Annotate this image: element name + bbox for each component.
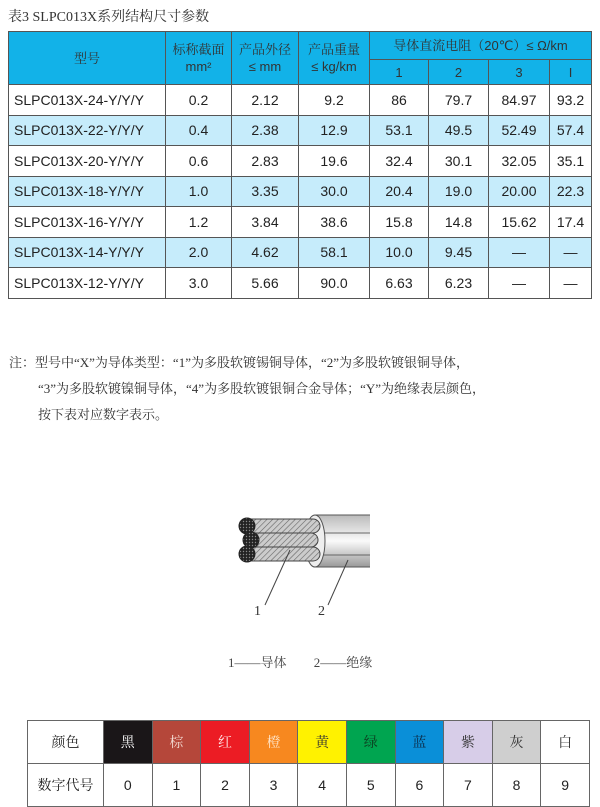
cell-value: 0.4 (166, 115, 232, 146)
cell-value: 58.1 (299, 237, 370, 268)
cell-value: 19.6 (299, 146, 370, 177)
cell-model: SLPC013X-16-Y/Y/Y (9, 207, 166, 238)
cell-value: 2.38 (232, 115, 299, 146)
note-line-3: 按下表对应数字表示。 (38, 407, 169, 422)
cell-value: 2.0 (166, 237, 232, 268)
legend-insulation: 2——绝缘 (313, 655, 373, 670)
cell-value: 0.6 (166, 146, 232, 177)
cell-model: SLPC013X-18-Y/Y/Y (9, 176, 166, 207)
color-swatch: 绿 (346, 721, 395, 764)
cell-value: 3.84 (232, 207, 299, 238)
table-row (9, 176, 592, 207)
table-row (9, 237, 592, 268)
table-row (9, 268, 592, 299)
color-swatch: 橙 (249, 721, 298, 764)
cell-value: — (489, 268, 550, 299)
color-code: 6 (395, 764, 444, 807)
cell-value: 84.97 (489, 85, 550, 116)
header-area: 标称截面 mm² (166, 32, 232, 85)
table-row (9, 146, 592, 177)
figure-legend (228, 652, 396, 671)
cell-value: 30.0 (299, 176, 370, 207)
cell-value: — (550, 237, 592, 268)
color-code: 0 (104, 764, 153, 807)
cell-value: 1.0 (166, 176, 232, 207)
cell-value: 9.45 (429, 237, 489, 268)
color-code: 2 (201, 764, 250, 807)
note-line-2: “3”为多股软镀镍铜导体，“4”为多股软镀银铜合金导体；“Y”为绝缘表层颜色， (38, 381, 486, 396)
table-title: 表3 SLPC013X系列结构尺寸参数 (8, 10, 210, 25)
cell-value: 35.1 (550, 146, 592, 177)
cell-value: 15.62 (489, 207, 550, 238)
cell-value: 2.12 (232, 85, 299, 116)
header-model: 型号 (9, 32, 166, 85)
cell-value: 32.4 (370, 146, 429, 177)
cell-value: 6.23 (429, 268, 489, 299)
cell-value: 22.3 (550, 176, 592, 207)
header-weight: 产品重量 ≤ kg/km (299, 32, 370, 85)
header-sub-1: 1 (370, 60, 429, 85)
header-od: 产品外径 ≤ mm (232, 32, 299, 85)
cell-value: 6.63 (370, 268, 429, 299)
legend-conductor: 1——导体 (228, 655, 287, 670)
color-row-label: 颜色 (28, 721, 104, 764)
cell-value: 86 (370, 85, 429, 116)
color-code: 3 (249, 764, 298, 807)
cell-value: 57.4 (550, 115, 592, 146)
cell-value: 10.0 (370, 237, 429, 268)
cell-value: 20.00 (489, 176, 550, 207)
cell-value: 14.8 (429, 207, 489, 238)
cell-value: 9.2 (299, 85, 370, 116)
cell-value: 32.05 (489, 146, 550, 177)
cell-value: 49.5 (429, 115, 489, 146)
cell-value: 19.0 (429, 176, 489, 207)
note (9, 350, 485, 428)
header-sub-2: 2 (429, 60, 489, 85)
cell-value: 79.7 (429, 85, 489, 116)
table-row (9, 115, 592, 146)
color-code: 4 (298, 764, 347, 807)
cell-value: 3.0 (166, 268, 232, 299)
color-code: 9 (541, 764, 590, 807)
header-sub-4: I (550, 60, 592, 85)
note-line-1: 注：型号中“X”为导体类型：“1”为多股软镀锡铜导体，“2”为多股软镀银铜导体， (9, 355, 470, 370)
cell-value: 0.2 (166, 85, 232, 116)
color-swatch: 紫 (444, 721, 493, 764)
cell-value: 5.66 (232, 268, 299, 299)
cell-value: — (550, 268, 592, 299)
cell-value: 1.2 (166, 207, 232, 238)
table-row (9, 207, 592, 238)
callout-1: 1 (254, 604, 261, 619)
cell-value: 52.49 (489, 115, 550, 146)
cell-model: SLPC013X-14-Y/Y/Y (9, 237, 166, 268)
cell-value: 2.83 (232, 146, 299, 177)
code-row-label: 数字代号 (28, 764, 104, 807)
color-swatch: 白 (541, 721, 590, 764)
color-swatch: 灰 (492, 721, 541, 764)
header-sub-3: 3 (489, 60, 550, 85)
color-code-table (27, 720, 590, 807)
cell-value: 53.1 (370, 115, 429, 146)
cell-value: 93.2 (550, 85, 592, 116)
cell-value: 15.8 (370, 207, 429, 238)
cable-diagram (230, 505, 370, 615)
color-swatch: 黑 (104, 721, 153, 764)
cell-value: 12.9 (299, 115, 370, 146)
cell-value: 90.0 (299, 268, 370, 299)
cell-value: — (489, 237, 550, 268)
cell-value: 38.6 (299, 207, 370, 238)
color-swatch: 红 (201, 721, 250, 764)
color-code: 1 (152, 764, 201, 807)
header-resistance: 导体直流电阻（20℃）≤ Ω/km (370, 32, 592, 60)
spec-table (8, 31, 592, 299)
cell-value: 20.4 (370, 176, 429, 207)
cell-model: SLPC013X-24-Y/Y/Y (9, 85, 166, 116)
color-swatch: 蓝 (395, 721, 444, 764)
color-code: 8 (492, 764, 541, 807)
color-swatch: 黄 (298, 721, 347, 764)
conductor (239, 518, 320, 562)
table-row (9, 85, 592, 116)
cell-value: 30.1 (429, 146, 489, 177)
cell-model: SLPC013X-20-Y/Y/Y (9, 146, 166, 177)
color-swatch: 棕 (152, 721, 201, 764)
cell-value: 4.62 (232, 237, 299, 268)
color-code: 7 (444, 764, 493, 807)
cell-value: 3.35 (232, 176, 299, 207)
cell-model: SLPC013X-22-Y/Y/Y (9, 115, 166, 146)
cell-model: SLPC013X-12-Y/Y/Y (9, 268, 166, 299)
color-code: 5 (346, 764, 395, 807)
cell-value: 17.4 (550, 207, 592, 238)
callout-2: 2 (318, 604, 325, 619)
